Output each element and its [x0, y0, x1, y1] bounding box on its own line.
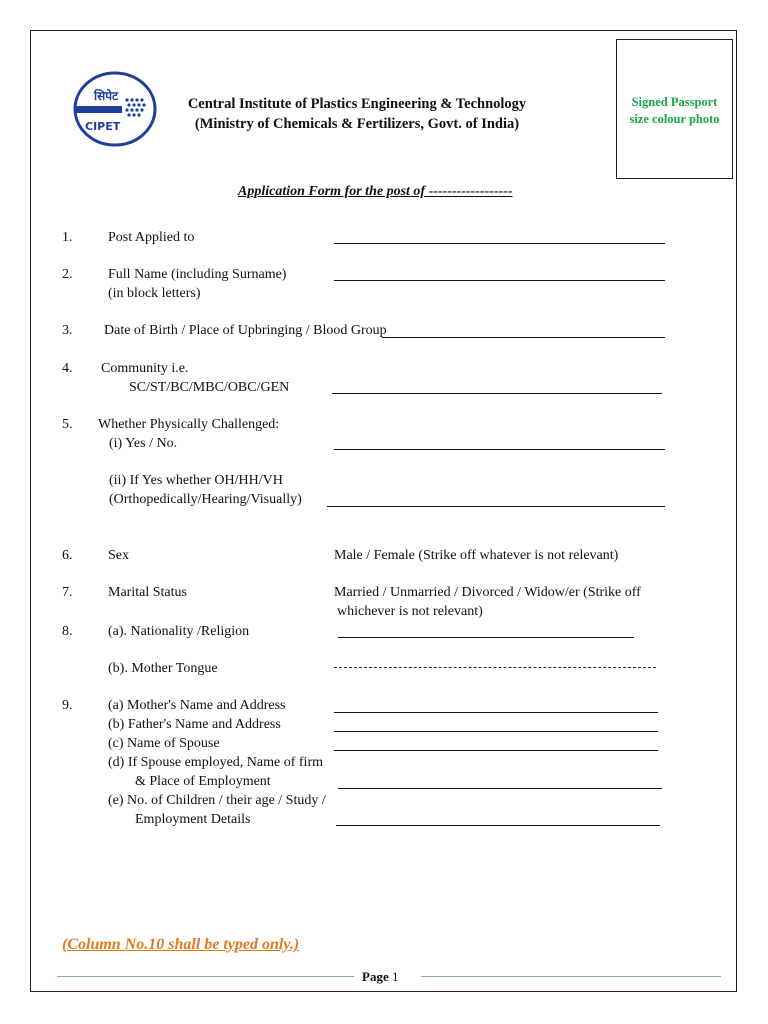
institute-name	[172, 94, 542, 134]
disability-type-field[interactable]	[327, 506, 665, 507]
item-number-6: 6.	[62, 548, 73, 563]
spouse-name-label: (c) Name of Spouse	[108, 736, 220, 751]
sex-options[interactable]: Male / Female (Strike off whatever is not relevant)	[334, 548, 619, 563]
item-number-9: 9.	[62, 698, 73, 713]
cipet-logo-icon	[72, 70, 158, 148]
nationality-religion-label: (a). Nationality /Religion	[108, 624, 250, 639]
spouse-employment-field[interactable]	[338, 788, 662, 789]
children-details-field[interactable]	[336, 825, 660, 826]
marital-status-options-note: whichever is not relevant)	[337, 604, 483, 619]
column-10-note: (Column No.10 shall be typed only.)	[62, 936, 300, 953]
marital-status-options[interactable]: Married / Unmarried / Divorced / Widow/er (Strike off	[334, 585, 641, 600]
physically-challenged-yes-no-label: (i) Yes / No.	[109, 436, 178, 451]
footer-rule-right	[421, 976, 721, 977]
page-number	[362, 968, 398, 986]
form-title: Application Form for the post of ------------------	[238, 184, 513, 199]
dob-place-blood-field[interactable]	[382, 337, 665, 338]
spouse-employment-label: (d) If Spouse employed, Name of firm	[108, 755, 323, 770]
physically-challenged-label: Whether Physically Challenged:	[98, 417, 280, 432]
marital-status-label: Marital Status	[108, 585, 187, 600]
community-options-label: SC/ST/BC/MBC/OBC/GEN	[129, 380, 290, 395]
mother-tongue-label: (b). Mother Tongue	[108, 661, 218, 676]
mothers-name-address-label: (a) Mother's Name and Address	[108, 698, 286, 713]
children-details-label: (e) No. of Children / their age / Study /	[108, 793, 326, 808]
photo-box-label-line1: Signed Passport	[631, 95, 718, 109]
fathers-name-address-field[interactable]	[334, 731, 658, 732]
page-label: Page	[362, 969, 389, 984]
community-field[interactable]	[332, 393, 662, 394]
item-number-5: 5.	[62, 417, 73, 432]
item-number-1: 1.	[62, 230, 73, 245]
children-details-sublabel: Employment Details	[135, 812, 251, 827]
physically-challenged-yes-no-field[interactable]	[334, 449, 665, 450]
spouse-employment-sublabel: & Place of Employment	[135, 774, 271, 789]
institute-name-line2: (Ministry of Chemicals & Fertilizers, Govt. of India)	[194, 116, 520, 132]
post-applied-field[interactable]	[334, 243, 665, 244]
full-name-label: Full Name (including Surname)	[108, 267, 287, 282]
item-number-4: 4.	[62, 361, 73, 376]
community-label: Community i.e.	[101, 361, 189, 376]
cipet-logo	[72, 70, 158, 148]
mothers-name-address-field[interactable]	[334, 712, 658, 713]
footer-rule-left	[57, 976, 354, 977]
item-number-8: 8.	[62, 624, 73, 639]
full-name-sublabel: (in block letters)	[108, 286, 201, 301]
photo-box-label-line2: size colour photo	[629, 112, 720, 126]
disability-type-sublabel: (Orthopedically/Hearing/Visually)	[109, 492, 302, 507]
svg-text:सिपेट: सिपेट	[94, 89, 119, 103]
page-number-value: 1	[391, 969, 399, 984]
disability-type-label: (ii) If Yes whether OH/HH/VH	[109, 473, 283, 488]
full-name-field[interactable]	[334, 280, 665, 281]
fathers-name-address-label: (b) Father's Name and Address	[108, 717, 281, 732]
post-applied-label: Post Applied to	[108, 230, 195, 245]
dob-place-blood-label: Date of Birth / Place of Upbringing / Blood Group	[104, 323, 387, 338]
item-number-7: 7.	[62, 585, 73, 600]
item-number-3: 3.	[62, 323, 73, 338]
item-number-2: 2.	[62, 267, 73, 282]
nationality-religion-field[interactable]	[338, 637, 634, 638]
sex-label: Sex	[108, 548, 129, 563]
passport-photo-box[interactable]	[616, 39, 733, 179]
mother-tongue-field[interactable]	[334, 667, 656, 668]
svg-text:CIPET: CIPET	[85, 120, 121, 133]
institute-name-line1: Central Institute of Plastics Engineering & Technology	[187, 96, 527, 112]
spouse-name-field[interactable]	[334, 750, 658, 751]
